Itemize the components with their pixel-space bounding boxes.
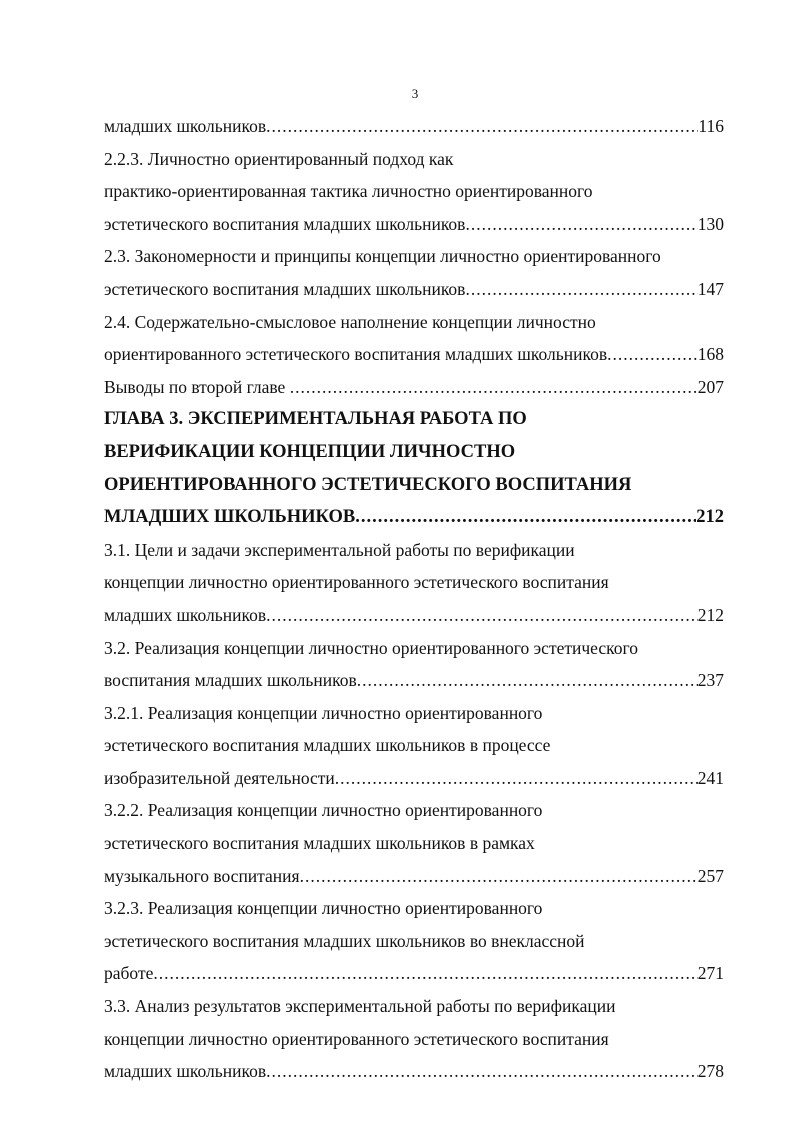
toc-entry-text: работе ..... (104, 961, 698, 986)
toc-entry-text: практико-ориентированная тактика личностно ориентированного (104, 181, 593, 202)
toc-entry-text: 3.2.3. Реализация концепции личностно ориентированного (104, 898, 543, 919)
chapter-heading-text: ОРИЕНТИРОВАННОГО ЭСТЕТИЧЕСКОГО ВОСПИТАНИЯ (104, 474, 632, 495)
toc-entry-text: изобразительной деятельности ..... (104, 766, 698, 791)
toc-entry-text: 3.3. Анализ результатов экспериментальной работы по верификации (104, 996, 616, 1017)
chapter-heading-page: 212 (696, 507, 724, 528)
toc-entry-page: 207 (697, 376, 724, 397)
toc-entry-page: 237 (697, 670, 724, 691)
toc-entry-text: концепции личностно ориентированного эстетического воспитания (104, 1028, 609, 1049)
toc-entry-page: 168 (697, 344, 724, 365)
chapter-heading-text: МЛАДШИХ ШКОЛЬНИКОВ ..... (104, 505, 696, 530)
toc-entry-text: эстетического воспитания младших школьников ..... (104, 277, 698, 302)
toc-entry-page: 147 (697, 278, 724, 299)
toc-entry-text: концепции личностно ориентированного эстетического воспитания (104, 572, 609, 593)
toc-entry-text: эстетического воспитания младших школьников ..... (104, 212, 698, 237)
chapter-heading (104, 407, 724, 537)
toc-entry-10 (104, 961, 724, 994)
toc-entry-page: 116 (698, 116, 724, 136)
toc-entry-4 (104, 342, 724, 375)
toc-entry-text: 3.2.2. Реализация концепции личностно ориентированного (104, 800, 543, 821)
toc-entry-text: воспитания младших школьников ..... (104, 668, 698, 693)
toc-entry-7 (104, 668, 724, 701)
toc-entry-text: Выводы по второй главе ..... (104, 375, 698, 400)
toc-entry-text: ориентированного эстетического воспитания младших школьников ..... (104, 342, 698, 367)
toc-entry-text: младших школьников ..... (104, 114, 698, 139)
toc-entry-text: младших школьников ..... (104, 1059, 698, 1084)
toc-entry-1 (104, 114, 724, 147)
table-of-contents (104, 114, 724, 1092)
toc-entry-text: 3.1. Цели и задачи экспериментальной работы по верификации (104, 539, 575, 560)
toc-entry-6 (104, 603, 724, 636)
toc-entry-text: 2.2.3. Личностно ориентированный подход как (104, 148, 454, 169)
toc-entry-text: эстетического воспитания младших школьников в процессе (104, 735, 551, 756)
toc-entry-text: 3.2.1. Реализация концепции личностно ориентированного (104, 702, 543, 723)
toc-entry-11 (104, 1059, 724, 1092)
toc-entry-page: 278 (697, 1061, 724, 1082)
page-number: 3 (411, 86, 419, 101)
chapter-heading-last (104, 505, 724, 538)
chapter-heading-text: ГЛАВА 3. ЭКСПЕРИМЕНТАЛЬНАЯ РАБОТА ПО (104, 409, 527, 430)
toc-entry-3 (104, 277, 724, 310)
chapter-heading-text: ВЕРИФИКАЦИИ КОНЦЕПЦИИ ЛИЧНОСТНО (104, 441, 516, 462)
toc-entry-text: 3.2. Реализация концепции личностно ориентированного эстетического (104, 637, 639, 658)
toc-entry-2 (104, 212, 724, 245)
toc-entry-text: эстетического воспитания младших школьников в рамках (104, 833, 535, 854)
toc-entry-page: 130 (697, 213, 724, 234)
toc-entry-page: 271 (697, 963, 724, 984)
toc-entry-9 (104, 864, 724, 897)
toc-entry-text: 2.3. Закономерности и принципы концепции личностно ориентированного (104, 246, 661, 267)
toc-entry-8 (104, 766, 724, 799)
toc-entry-text: младших школьников ..... (104, 603, 698, 628)
toc-entry-page: 257 (697, 865, 724, 886)
toc-entry-text: музыкального воспитания ..... (104, 864, 698, 889)
toc-entry-text: 2.4. Содержательно-смысловое наполнение концепции личностно (104, 311, 596, 332)
toc-entry-page: 241 (697, 767, 724, 788)
toc-entry-5 (104, 375, 724, 408)
toc-entry-text: эстетического воспитания младших школьников во внеклассной (104, 930, 585, 951)
toc-entry-page: 212 (697, 604, 724, 625)
